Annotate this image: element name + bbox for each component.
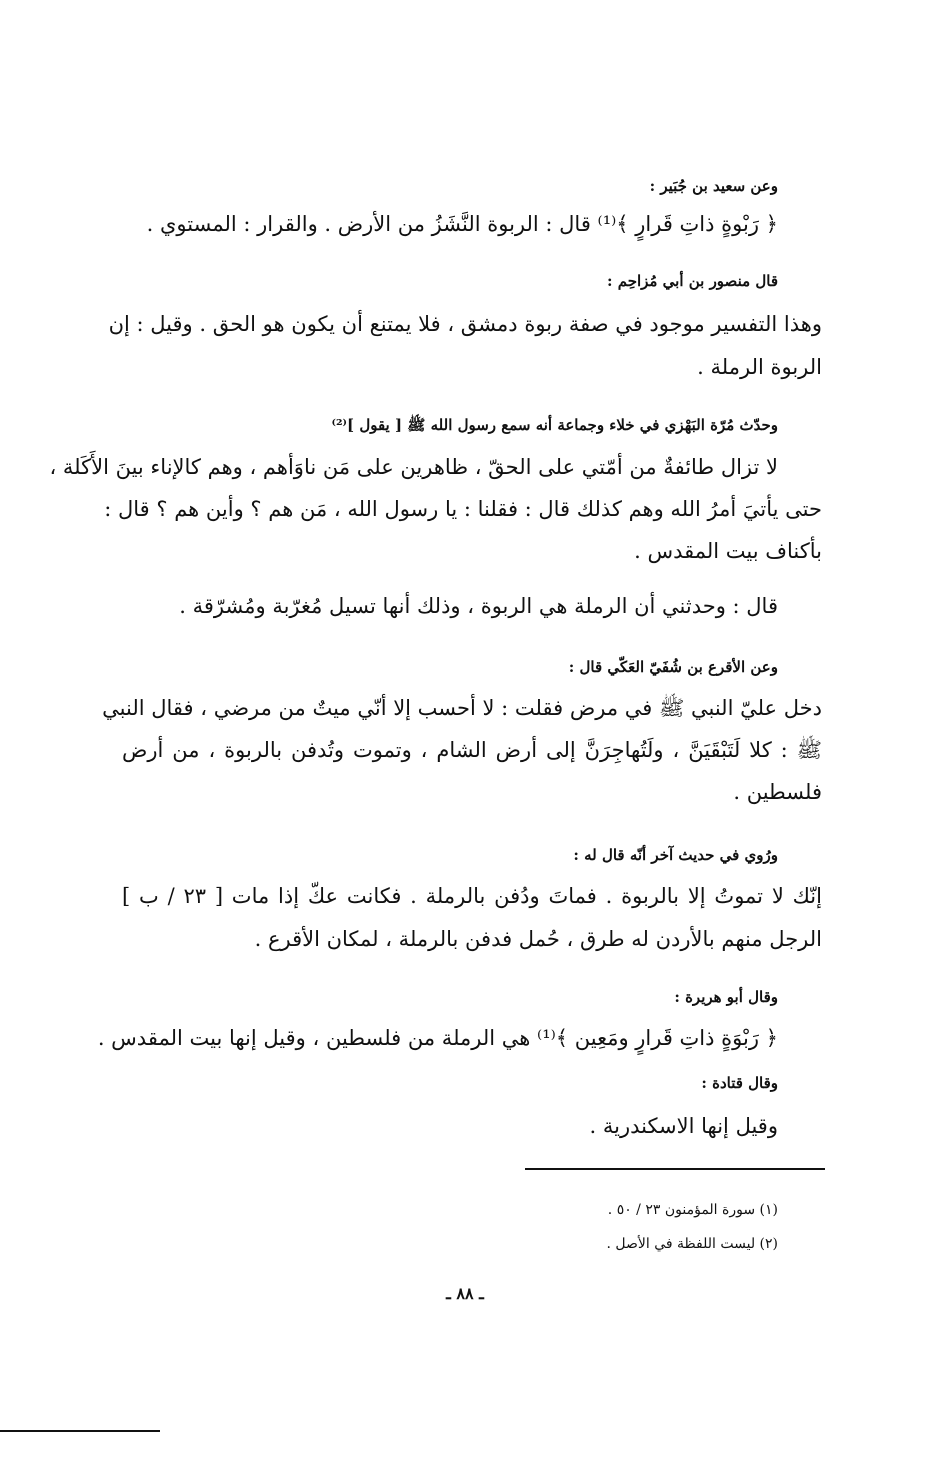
section-heading: وعن الأقرع بن شُفَيّ العَكّي قال : (568, 658, 778, 676)
text-line: ﴿ رَبْوةٍ ذاتِ قَرارٍ ﴾⁽¹⁾ قال : الربوة النَّشَزُ من الأرض . والقرار : المستوي . (146, 212, 778, 236)
section-heading: قال منصور بن أبي مُزاحِم : (606, 272, 778, 290)
section-heading: وحدّث مُرّة البَهْزي في خلاء وجماعة أنه سمع رسول الله ﷺ [ يقول ]⁽²⁾ (331, 416, 778, 434)
text-line: ﴿ رَبْوَةٍ ذاتِ قَرارٍ ومَعِين ﴾⁽¹⁾ هي الرملة من فلسطين ، وقيل إنها بيت المقدس . (97, 1026, 778, 1050)
footnote: (٢) ليست اللفظة في الأصل . (606, 1236, 778, 1252)
text-line: وقيل إنها الاسكندرية . (589, 1114, 778, 1138)
text-line: ﷺ : كلا لَتَبْقَيَنَّ ، ولَتُهاجِرَنَّ إلى أرض الشام ، وتموت وتُدفن بالربوة ، من أرض (122, 738, 822, 762)
text-line: الربوة الرملة . (697, 355, 822, 379)
section-heading: وقال قتادة : (701, 1074, 778, 1092)
text-line: حتى يأتيَ أمرُ الله وهم كذلك قال : فقلنا : يا رسول الله ، مَن هم ؟ وأين هم ؟ قال : (104, 497, 822, 521)
text-line: بأكناف بيت المقدس . (634, 539, 822, 563)
footnote: (١) سورة المؤمنون ٢٣ / ٥٠ . (607, 1202, 778, 1218)
page-number: ـ ٨٨ ـ (446, 1284, 484, 1303)
section-heading: وعن سعيد بن جُبَير : (649, 177, 778, 195)
text-line: لا تزال طائفةٌ من أمّتي على الحقّ ، ظاهرين على مَن ناوَأهم ، وهم كالإناء بينَ الأَكَلة ، (49, 455, 778, 479)
text-line: إنّك لا تموتُ إلا بالربوة . فماتَ ودُفن بالرملة . فكانت عكّ إذا مات [ ٢٣ / ب ] (122, 884, 822, 908)
text-line: فلسطين . (733, 780, 822, 804)
text-line: الرجل منهم بالأردن له طرق ، حُمل فدفن بالرملة ، لمكان الأقرع . (254, 927, 822, 951)
footnote-separator (525, 1168, 825, 1170)
scan-edge-line (0, 1430, 160, 1432)
section-heading: وقال أبو هريرة : (674, 988, 778, 1006)
section-heading: ورُوي في حديث آخر أنّه قال له : (573, 846, 778, 864)
text-line: قال : وحدثني أن الرملة هي الربوة ، وذلك أنها تسيل مُغرّبة ومُشرّقة . (179, 594, 778, 618)
text-line: دخل عليّ النبي ﷺ في مرض فقلت : لا أحسب إلا أنّي ميتٌ من مرضي ، فقال النبي (102, 696, 822, 720)
text-line: وهذا التفسير موجود في صفة ربوة دمشق ، فلا يمتنع أن يكون هو الحق . وقيل : إن (108, 312, 822, 336)
